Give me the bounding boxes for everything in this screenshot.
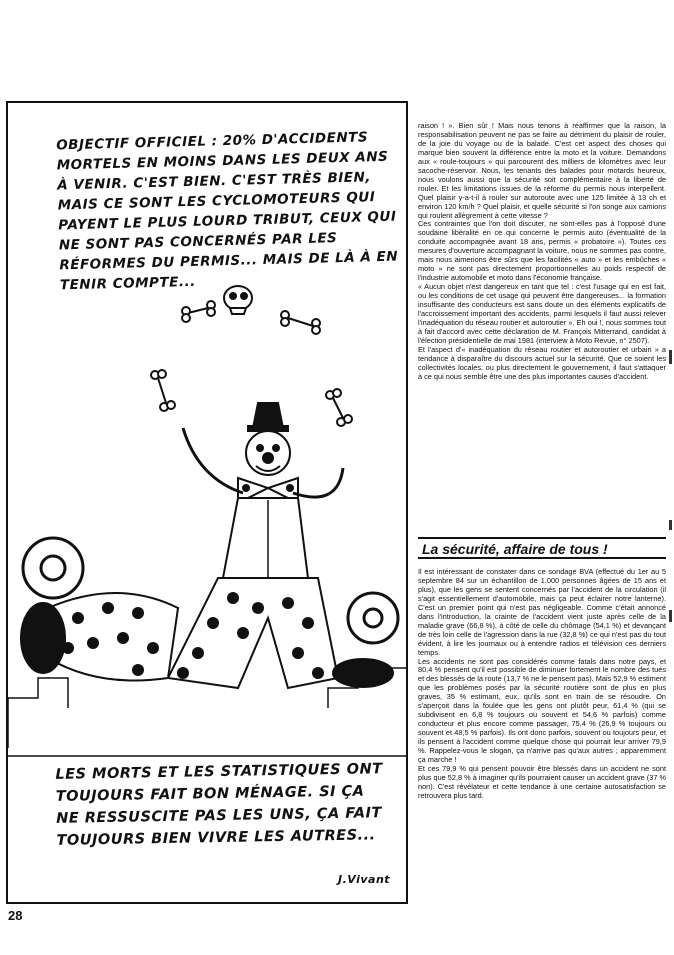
article-paragraph: Et l'aspect d'« inadéquation du réseau routier et autoroutier et urbain » a tendance à disparaître du discours actuel sur la sécurité. Que ce soient les collectivités locales, ou plus directement le gouvernement, il faut s'attaquer à ce qui nous semble être une des plus importantes causes d'accident. [418,344,666,381]
page-number: 28 [8,908,23,923]
juggling-clown-illustration [8,278,406,758]
article-paragraph: raison ! ». Bien sûr ! Mais nous tenons à réaffirmer que la raison, la responsabilisation peuvent ne pas se faire au détriment du plaisir de rouler, de la joie du voyage ou de la balade. C'est cet aspect des choses qui marque bien souvent la différence entre la moto et la voiture. Demandons aux « roule-toujours » qui parcourent des milliers de kilomètres avec leur sacoche-réservoir. Nous, les tenants des balades pour motards heureux, nous voulons aussi que la sécurité soit complémentaire à la liberté de rouler. Et les limitations issues de la réforme du permis nous interpellent. Quel plaisir y-a-t-il à rouler sur autoroute avec une 125 limitée à 13 ch et environ 120 km/h ? Quel plaisir, et quelle sécurité si l'on songe aux camions qui roulent allègrement à cette vitesse ? [418,121,666,220]
article-column-bottom [418,568,666,801]
cartoon-panel [6,101,408,904]
article-paragraph: Les accidents ne sont pas considérés comme fatals dans notre pays, et 80,4 % pensent qu'il est possible de diminuer fortement le nombre des tués et des blessés de la route (13,7 % ne le pensent pas). Mais 52,9 % estiment que les problèmes posés par la sécurité routière sont de plus en plus graves, 35 % estimant, eux, qu'ils sont en train de se résoudre. On s'aperçoit dans la foulée que les gens ont plutôt peur, 61,4 % (qui se subdivisent en 6,8 % toujours ou souvent et 54,6 % parfois) comme conducteur et plus encore comme passager, 75,4 % (26,9 % toujours ou souvent et 48,5 % parfois). Ils ont donc parfois, souvent ou toujours peur, et ils pensent à l'accident comme quelque chose qui pourrait leur arriver 79,9 %. Rappelez-vous le slogan, ça n'arrive pas qu'aux autres ; apparemment ça marche ! [418,656,666,765]
scan-edge-mark [669,350,672,364]
scan-edge-mark [669,520,672,530]
cartoon-caption-bottom: LES MORTS ET LES STATISTIQUES ONT TOUJOURS FAIT BON MÉNAGE. SI ÇA NE RESSUSCITE PAS LES UNS, ÇA FAIT TOUJOURS BIEN VIVRE LES AUTRES... [55,761,383,849]
article-paragraph: Et ces 79,9 % qui pensent pouvoir être blessés dans un accident ne sont plus que 52,8 % à imaginer qu'ils pourraient causer un accident grave (37 % non). C'est révélateur et cette tendance à une certaine autosatisfaction se retrouvera plus tard. [418,763,666,800]
bone-icon [151,301,352,426]
section-heading: La sécurité, affaire de tous ! [422,541,608,557]
article-paragraph: Il est intéressant de constater dans ce sondage BVA (effectué du 1er au 5 septembre 84 sur un échantillon de 1.000 personnes âgées de 15 ans et plus), que les gens se sentent concernés par l'accident de la circulation (il s'agit essentiellement d'automobile, mais ça peut éclairer notre lanterne). C'est un premier point qui n'est pas négligeable. Comme c'était annoncé dans l'introduction, la crainte de l'accident vient juste après celle de la maladie grave (66,8 %), à côté de celle du chômage (54,1 %) et devançant de très loin celle de l'agression dans la rue (32,8 %) ce qui n'est pas du tout évident, à lire les journaux ou à entendre radios et télévision ces derniers temps. [418,567,666,657]
article-column-top [418,122,666,382]
scan-edge-mark [669,610,672,622]
section-heading-bar [418,537,666,559]
article-paragraph: « Aucun objet n'est dangereux en tant que tel : c'est l'usage qui en est fait, ou les conditions de cet usage qui peuvent être dangereuses... la formation insuffisante des conducteurs est sans doute un des éléments explicatifs de l'accroissement important des accidents, parmi lesquels il faut aussi relever l'inadéquation du réseau routier et autoroutier ». Eh oui !, nous sommes tout à fait d'accord avec cette déclaration de M. François Mitterrand, candidat à l'élection présidentielle de mai 1981 (interview à Moto Revue, n° 2507). [418,282,666,345]
article-paragraph: Ces contraintes que l'on doit discuter, ne sont-elles pas à l'opposé d'une soudaine libéralité en ce qui concerne le permis auto (éventualité de la conduite accompagnée avant 18 ans, permis « probatoire »). Toutes ces mesures d'ouverture accompagnant la voiture, nous ne sommes pas contre, mais nous aimerions être sûrs que les facilités « auto » et les embûches « moto » ne sont pas directement proportionnelles au poids respectif de l'industrie automobile et moto dans l'économie française. [418,219,666,283]
cartoon-caption-top: OBJECTIF OFFICIEL : 20% D'ACCIDENTS MORTELS EN MOINS DANS LES DEUX ANS À VENIR. C'EST BIEN. C'EST TRÈS BIEN, MAIS CE SONT LES CYCLOMOTEURS QUI PAYENT LE PLUS LOURD TRIBUT, CEUX QUI NE SONT PAS CONCERNÉS PAR LES RÉFORMES DU PERMIS... MAIS DE LÀ À EN TENIR COMPTE... [56,129,399,294]
artist-signature: J.Vivant [338,873,391,886]
skull-icon [224,286,252,314]
